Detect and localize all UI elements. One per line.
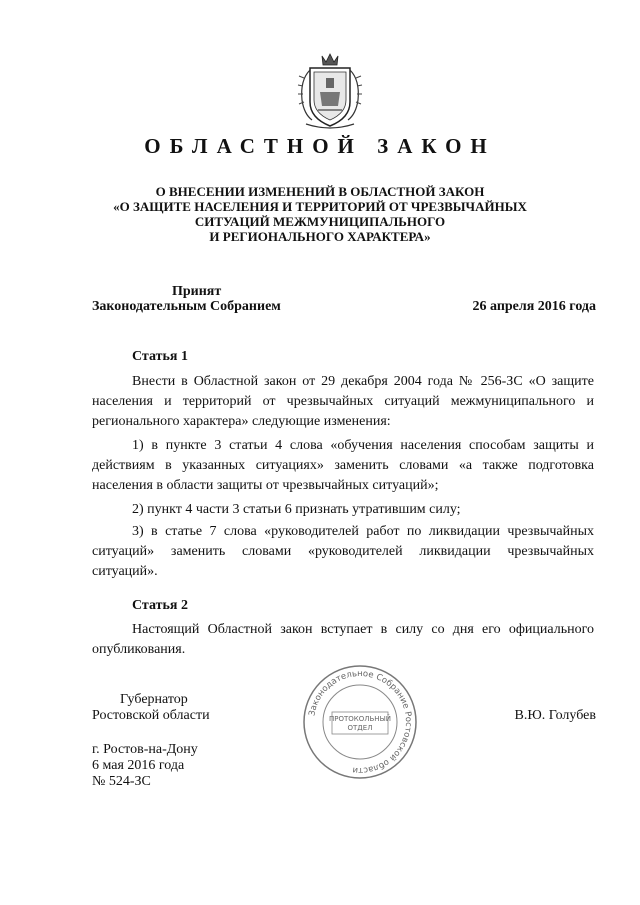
signing-date: 6 мая 2016 года: [92, 758, 185, 773]
svg-text:Законодательное Собрание Росто: Законодательное Собрание Ростовской области: [307, 668, 414, 776]
adopted-by: Законодательным Собранием: [92, 299, 281, 314]
signatory-name: В.Ю. Голубев: [514, 708, 596, 723]
subtitle-line: «О ЗАЩИТЕ НАСЕЛЕНИЯ И ТЕРРИТОРИЙ ОТ ЧРЕЗВЫЧАЙНЫХ: [113, 199, 527, 214]
law-number: № 524-ЗС: [92, 774, 151, 789]
adopted-label: Принят: [172, 284, 222, 299]
article-1-item-3: 3) в статье 7 слова «руководителей работ по ликвидации чрезвычайных ситуаций» заменить словами «руководителей ликвидации чрезвычайных ситуаций».: [92, 524, 594, 579]
subtitle-line: СИТУАЦИЙ МЕЖМУНИЦИПАЛЬНОГО: [194, 214, 446, 229]
signatory-position-line1: Губернатор: [120, 692, 188, 707]
subtitle-line: О ВНЕСЕНИИ ИЗМЕНЕНИЙ В ОБЛАСТНОЙ ЗАКОН: [155, 184, 485, 199]
article-2-title: Статья 2: [132, 598, 188, 613]
law-subtitle: [60, 184, 580, 244]
coat-of-arms-icon: [296, 50, 364, 132]
article-1-title: Статья 1: [132, 349, 188, 364]
article-2-paragraph: Настоящий Областной закон вступает в силу со дня его официального опубликования.: [92, 622, 594, 657]
subtitle-line: И РЕГИОНАЛЬНОГО ХАРАКТЕРА»: [209, 229, 431, 244]
article-1-item-2: 2) пункт 4 части 3 статьи 6 признать утратившим силу;: [132, 502, 461, 517]
place-and-number: [92, 742, 198, 790]
document-title: ОБЛАСТНОЙ ЗАКОН: [144, 134, 496, 158]
adoption-date: 26 апреля 2016 года: [472, 299, 596, 314]
city: г. Ростов-на-Дону: [92, 742, 198, 757]
svg-text:ОТДЕЛ: ОТДЕЛ: [347, 724, 373, 732]
seal-stamp-icon: [300, 662, 420, 782]
article-1-paragraph-intro: Внести в Областной закон от 29 декабря 2004 года № 256-ЗС «О защите населения и территорий от чрезвычайных ситуаций межмуниципального и регионального характера» следующие изменения:: [92, 374, 594, 429]
article-1-item-1: 1) в пункте 3 статьи 4 слова «обучения населения способам защиты и действиям в указанных ситуациях» заменить словами «а также подготовка населения в области защиты от чрезвычайных ситуаций»;: [92, 438, 594, 493]
svg-text:ПРОТОКОЛЬНЫЙ: ПРОТОКОЛЬНЫЙ: [328, 715, 392, 723]
signatory-position-line2: Ростовской области: [92, 708, 210, 723]
